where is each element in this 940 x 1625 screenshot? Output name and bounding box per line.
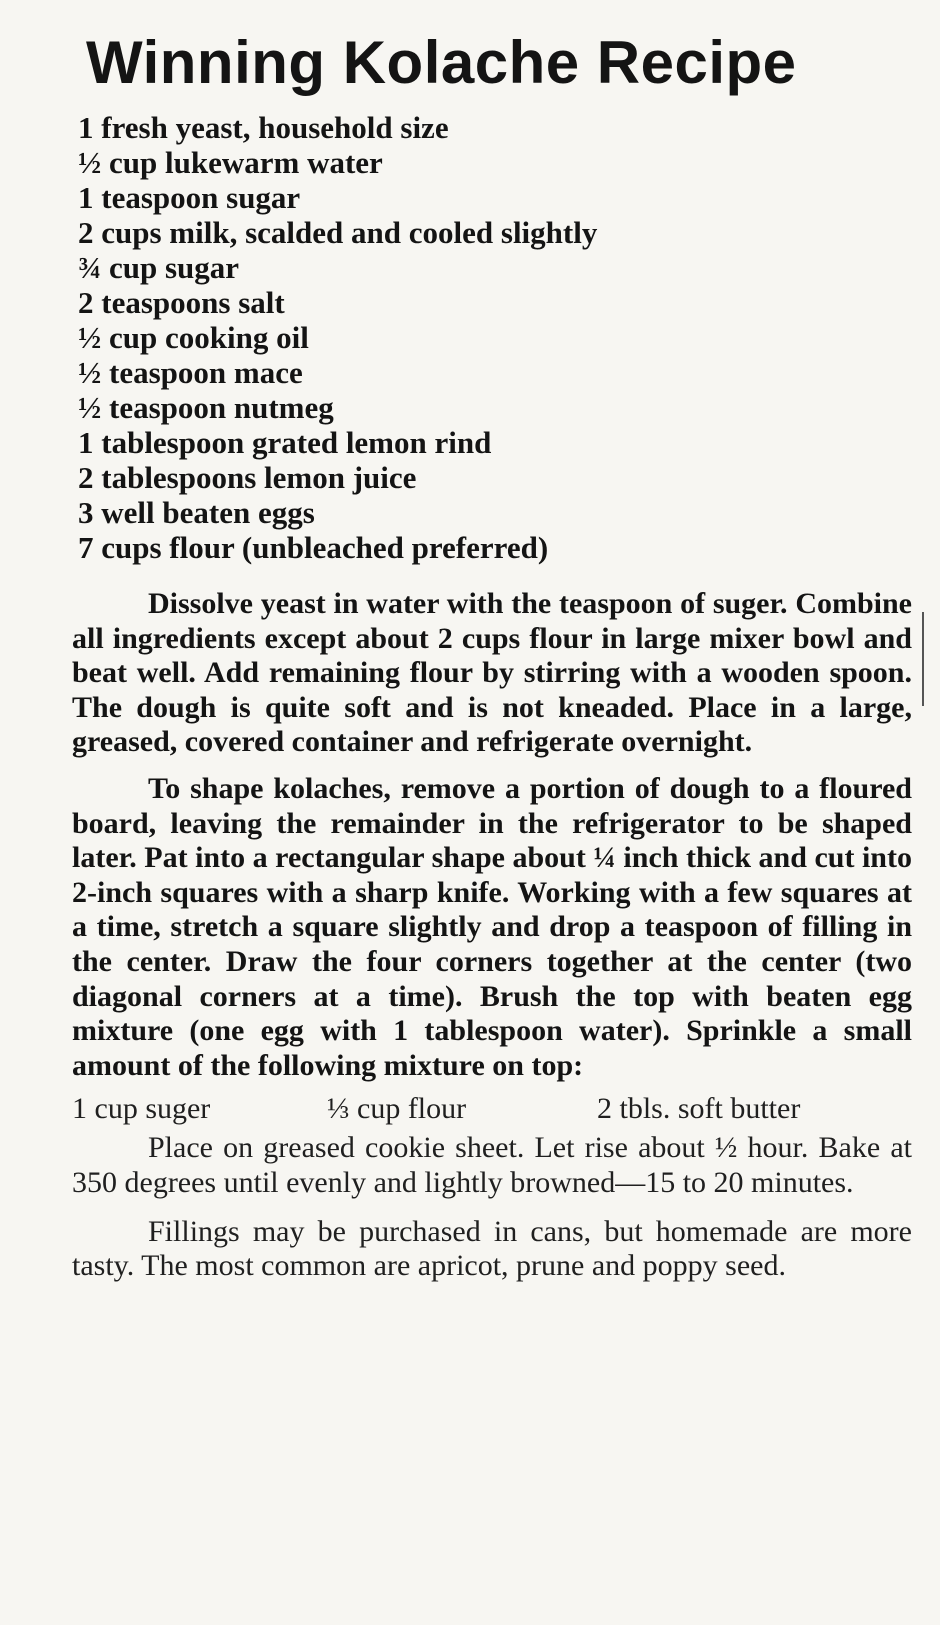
topping-butter: 2 tbls. soft butter (597, 1092, 801, 1126)
topping-flour: ⅓ cup flour (327, 1092, 467, 1126)
instructions-dissolve: Dissolve yeast in water with the teaspoon of suger. Combine all ingredients except about 2 cups flour in large mixer bowl and beat well. Add remaining flour by stirring with a wooden spoon. The dough is quite soft and is not kneaded. Place in a large, greased, covered container and refrigerate overnight. (72, 587, 912, 759)
ingredient-item: 2 teaspoons salt (78, 285, 285, 320)
column-rule (922, 612, 924, 706)
ingredient-item: 1 fresh yeast, household size (78, 110, 449, 145)
ingredient-item: 3 well beaten eggs (78, 495, 315, 530)
ingredient-item: 2 cups milk, scalded and cooled slightly (78, 215, 598, 250)
ingredient-list (72, 110, 912, 565)
ingredient-item: ½ cup cooking oil (78, 320, 309, 355)
ingredient-item: ¾ cup sugar (78, 250, 240, 285)
ingredient-item: ½ teaspoon nutmeg (78, 390, 334, 425)
ingredient-item: ½ teaspoon mace (78, 355, 303, 390)
ingredient-item: 1 tablespoon grated lemon rind (78, 425, 492, 460)
instructions-bake: Place on greased cookie sheet. Let rise about ½ hour. Bake at 350 degrees until evenly and lightly browned—15 to 20 minutes. (72, 1131, 912, 1199)
instructions-fillings: Fillings may be purchased in cans, but homemade are more tasty. The most common are apricot, prune and poppy seed. (72, 1214, 912, 1283)
ingredient-item: ½ cup lukewarm water (78, 145, 383, 180)
instructions-shape: To shape kolaches, remove a portion of dough to a floured board, leaving the remainder in the refrigerator to be shaped later. Pat into a rectangular shape about ¼ inch thick and cut into 2-inch squares with a sharp knife. Working with a few squares at a time, stretch a square slightly and drop a teaspoon of filling in the center. Draw the four corners together at the center (two diagonal corners at a time). Brush the top with beaten egg mixture (one egg with 1 tablespoon water). Sprinkle a small amount of the following mixture on top: (72, 771, 912, 1082)
ingredient-item: 1 teaspoon sugar (78, 180, 301, 215)
ingredient-item: 7 cups flour (unbleached preferred) (78, 530, 549, 565)
recipe-title: Winning Kolache Recipe (86, 29, 797, 96)
topping-mixture (72, 1091, 912, 1127)
ingredient-item: 2 tablespoons lemon juice (78, 460, 417, 495)
topping-sugar: 1 cup suger (72, 1092, 211, 1126)
